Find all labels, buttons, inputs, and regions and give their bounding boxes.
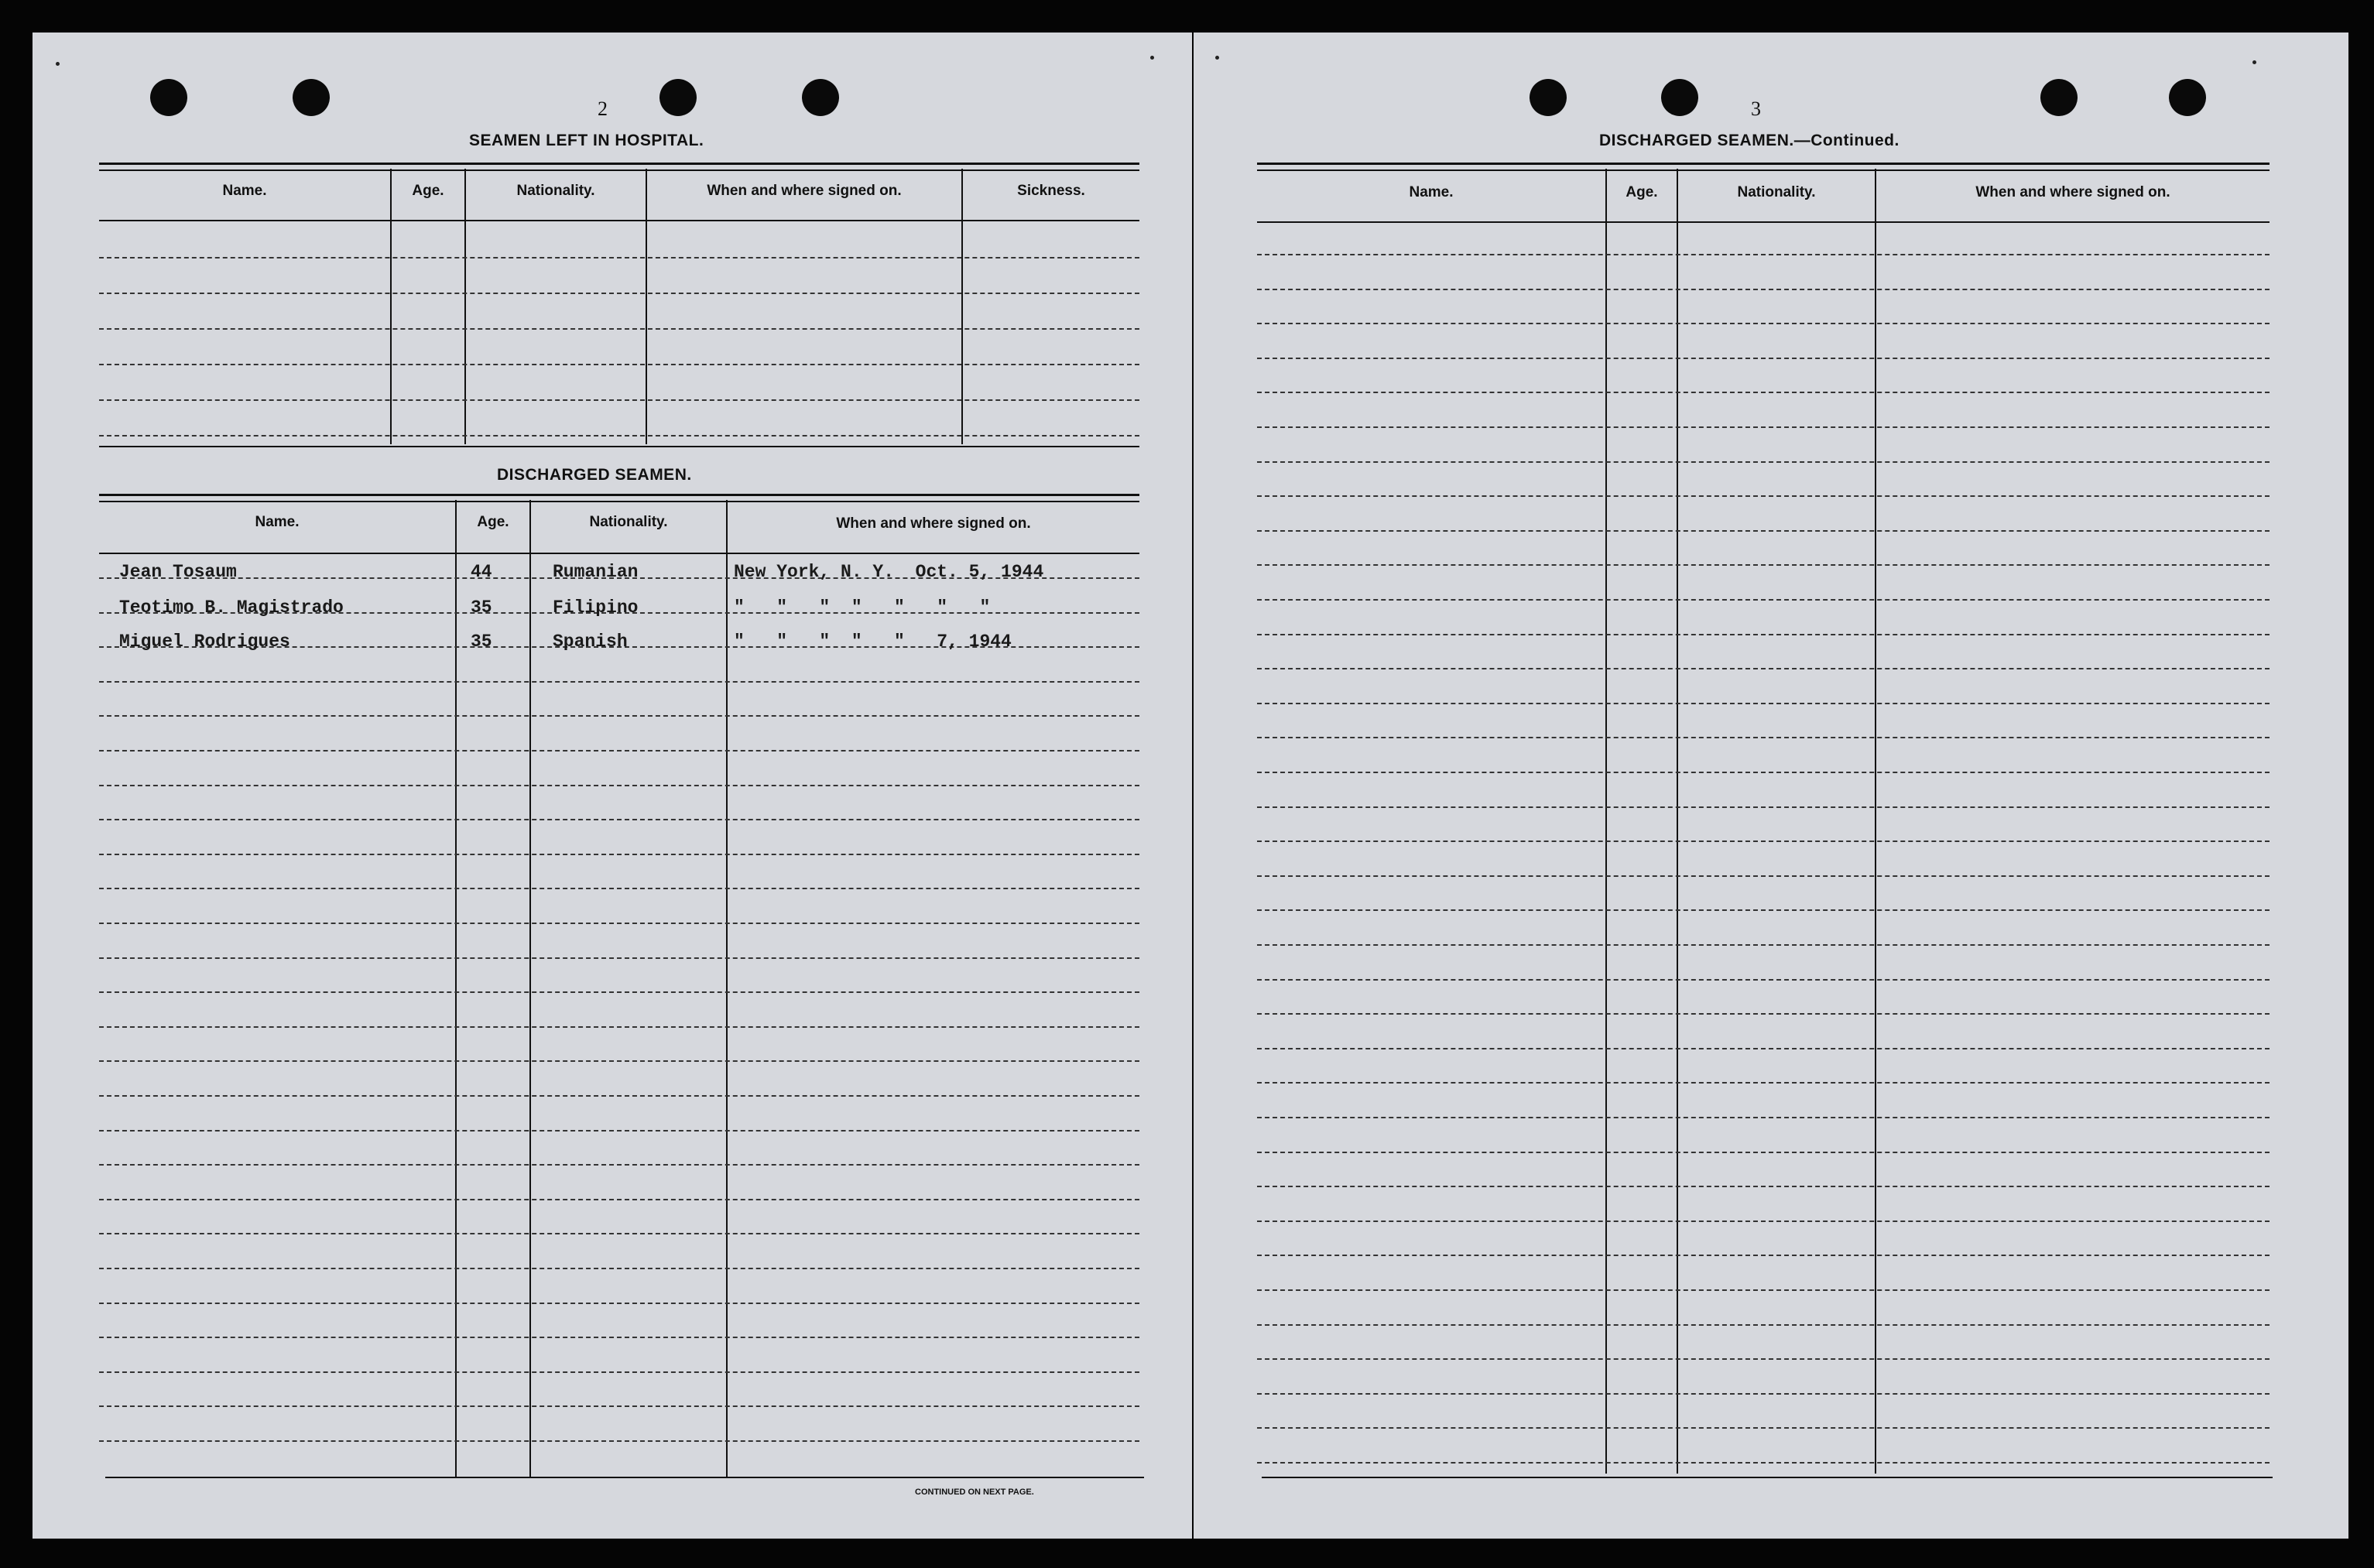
dotted-row-line — [1257, 772, 2270, 773]
dotted-row-line — [1257, 668, 2270, 669]
dotted-row-line — [1257, 944, 2270, 946]
dotted-row-line — [1257, 1048, 2270, 1049]
dotted-row-line — [99, 1303, 1139, 1304]
punch-hole — [1661, 79, 1698, 116]
hospital-col-nationality: Nationality. — [516, 183, 595, 199]
dotted-row-line — [99, 1026, 1139, 1028]
dotted-row-line — [99, 715, 1139, 717]
discharged-row-3-nationality: Spanish — [553, 632, 628, 652]
continued-footer: CONTINUED ON NEXT PAGE. — [915, 1488, 1034, 1497]
dotted-row-line — [1257, 909, 2270, 911]
dotted-row-line — [1257, 1221, 2270, 1222]
paper-speck — [56, 62, 60, 66]
dotted-row-line — [99, 991, 1139, 993]
dotted-row-line — [1257, 979, 2270, 981]
dotted-row-line — [99, 1371, 1139, 1373]
page-number: 3 — [1751, 98, 1761, 120]
discharged-row-1-name: Jean Tosaum — [119, 562, 237, 582]
hospital-dotted-row — [99, 293, 1139, 294]
continued-header-rule — [1257, 221, 2270, 223]
hospital-dotted-row — [99, 364, 1139, 365]
discharged-row-3-name: Miguel Rodrigues — [119, 632, 290, 652]
discharged-continued-title: DISCHARGED SEAMEN.—Continued. — [1599, 132, 1900, 149]
hospital-col-signed-on: When and where signed on. — [707, 183, 902, 199]
discharged-header-rule — [99, 553, 1139, 554]
left-page — [33, 33, 1192, 1539]
punch-hole — [2040, 79, 2078, 116]
dotted-row-line — [1257, 1289, 2270, 1291]
dotted-row-line — [99, 1095, 1139, 1097]
hospital-col-divider — [961, 169, 963, 444]
discharged-row-1-nationality: Rumanian — [553, 562, 639, 582]
dotted-row-line — [1257, 1358, 2270, 1360]
discharged-row-2-age: 35 — [471, 597, 492, 618]
hospital-bottom-rule — [99, 446, 1139, 447]
hospital-col-name: Name. — [222, 183, 267, 199]
dotted-row-line — [99, 1130, 1139, 1131]
dotted-row-line — [99, 750, 1139, 751]
dotted-row-line — [1257, 289, 2270, 290]
paper-speck — [1215, 56, 1219, 60]
discharged-row-1-signed-on: New York, N. Y. Oct. 5, 1944 — [734, 562, 1044, 582]
hospital-header-rule — [99, 220, 1139, 221]
punch-hole — [659, 79, 697, 116]
paper-speck — [1150, 56, 1154, 60]
dotted-row-line — [99, 1337, 1139, 1338]
dotted-row-line — [99, 1405, 1139, 1407]
dotted-row-line — [1257, 495, 2270, 497]
dotted-row-line — [1257, 1427, 2270, 1429]
dotted-row-line — [1257, 1152, 2270, 1153]
dotted-row-line — [1257, 599, 2270, 601]
dotted-row-line — [1257, 1255, 2270, 1256]
discharged-row-1-age: 44 — [471, 562, 492, 582]
dotted-row-line — [99, 1233, 1139, 1234]
hospital-col-divider — [464, 169, 466, 444]
dotted-row-line — [1257, 426, 2270, 428]
dotted-row-line — [1257, 1013, 2270, 1015]
discharged-row-3-age: 35 — [471, 632, 492, 652]
dotted-row-line — [99, 681, 1139, 683]
continued-col-divider — [1875, 169, 1876, 1474]
discharged-col-nationality: Nationality. — [589, 514, 668, 530]
dotted-row-line — [99, 1164, 1139, 1166]
dotted-row-line — [1257, 703, 2270, 704]
continued-col-signed-on: When and where signed on. — [1975, 184, 2170, 200]
dotted-row-line — [1257, 1117, 2270, 1118]
discharged-row-2-nationality: Filipino — [553, 597, 639, 618]
dotted-row-line — [1257, 530, 2270, 532]
dotted-row-line — [99, 1199, 1139, 1200]
dotted-row-line — [99, 854, 1139, 855]
continued-col-divider — [1605, 169, 1607, 1474]
dotted-row-line — [1257, 392, 2270, 393]
hospital-col-divider — [390, 169, 392, 444]
discharged-bottom-rule — [105, 1477, 1144, 1478]
dotted-row-line — [99, 923, 1139, 924]
dotted-row-line — [1257, 1393, 2270, 1395]
continued-top-rule — [1257, 163, 2270, 171]
dotted-row-line — [1257, 875, 2270, 877]
dotted-row-line — [1257, 840, 2270, 842]
dotted-row-line — [1257, 1186, 2270, 1187]
dotted-row-line — [99, 957, 1139, 959]
dotted-row-line — [1257, 254, 2270, 255]
discharged-col-signed-on: When and where signed on. — [836, 515, 1031, 532]
punch-hole — [2169, 79, 2206, 116]
hospital-dotted-row — [99, 399, 1139, 401]
dotted-row-line — [99, 888, 1139, 889]
dotted-row-line — [1257, 1082, 2270, 1084]
discharged-top-rule — [99, 494, 1139, 502]
dotted-row-line — [1257, 323, 2270, 324]
dotted-row-line — [1257, 461, 2270, 463]
continued-col-divider — [1677, 169, 1678, 1474]
dotted-row-line — [99, 1268, 1139, 1269]
punch-hole — [802, 79, 839, 116]
hospital-dotted-row — [99, 257, 1139, 258]
dotted-row-line — [99, 785, 1139, 786]
hospital-dotted-row — [99, 435, 1139, 437]
hospital-col-sickness: Sickness. — [1017, 183, 1085, 199]
dotted-row-line — [99, 1060, 1139, 1062]
hospital-col-age: Age. — [412, 183, 444, 199]
discharged-title: DISCHARGED SEAMEN. — [497, 466, 692, 484]
discharged-row-2-signed-on: " " " " " " " — [734, 597, 991, 618]
discharged-row-3-signed-on: " " " " " 7, 1944 — [734, 632, 1012, 652]
continued-col-name: Name. — [1409, 184, 1454, 200]
hospital-dotted-row — [99, 328, 1139, 330]
continued-col-age: Age. — [1625, 184, 1658, 200]
hospital-top-rule — [99, 163, 1139, 171]
punch-hole — [1530, 79, 1567, 116]
dotted-row-line — [1257, 1324, 2270, 1326]
dotted-row-line — [99, 819, 1139, 820]
continued-bottom-rule — [1262, 1477, 2273, 1478]
dotted-row-line — [99, 1440, 1139, 1442]
discharged-col-name: Name. — [255, 514, 300, 530]
dotted-row-line — [1257, 806, 2270, 808]
dotted-row-line — [1257, 1462, 2270, 1464]
hospital-col-divider — [646, 169, 647, 444]
dotted-row-line — [1257, 634, 2270, 635]
page-number: 2 — [598, 98, 608, 120]
paper-speck — [2252, 60, 2256, 64]
discharged-col-age: Age. — [477, 514, 509, 530]
right-page — [1194, 33, 2348, 1539]
dotted-row-line — [1257, 737, 2270, 738]
punch-hole — [150, 79, 187, 116]
dotted-row-line — [1257, 358, 2270, 359]
hospital-title: SEAMEN LEFT IN HOSPITAL. — [469, 132, 704, 149]
discharged-row-2-name: Teotimo B. Magistrado — [119, 597, 344, 618]
dotted-row-line — [1257, 564, 2270, 566]
punch-hole — [293, 79, 330, 116]
continued-col-nationality: Nationality. — [1737, 184, 1816, 200]
